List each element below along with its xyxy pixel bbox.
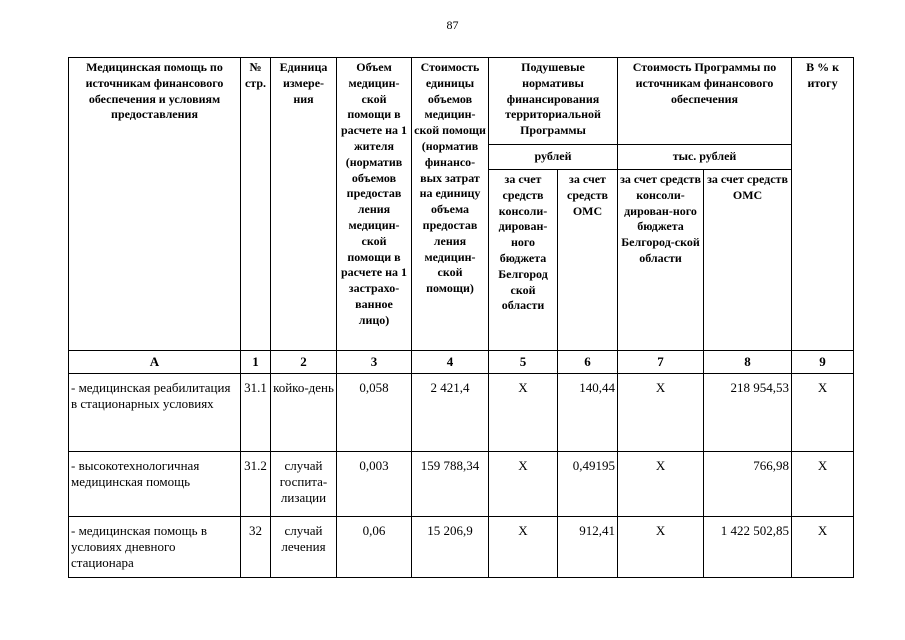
header-budget-program: за счет средств консоли-дирован-ного бюджета Белгород-ской области [618,170,704,351]
cell-oms-per-capita: 140,44 [558,374,618,452]
header-volume: Объем медицин-ской помощи в расчете на 1 жителя (норматив объемов предостав ления медицин-ской помощи в расчете на 1 застрахо-ванное лицо) [337,58,412,351]
table-row [69,517,854,578]
cell-percent-total: Х [792,452,854,517]
cell-oms-per-capita: 912,41 [558,517,618,578]
cell-budget-per-capita: Х [489,452,558,517]
cell-percent-total: Х [792,374,854,452]
header-unit-thousand-rubles: тыс. рублей [618,145,792,170]
cell-service: - медицинская помощь в условиях дневного стационара [69,517,241,578]
cell-volume: 0,06 [337,517,412,578]
cell-oms-program: 218 954,53 [704,374,792,452]
header-budget-per-capita: за счет средств консоли-дирован-ного бюджета Белгород ской области [489,170,558,351]
cell-budget-program: Х [618,374,704,452]
table-row [69,452,854,517]
financing-table [68,57,854,578]
cell-budget-per-capita: Х [489,517,558,578]
cell-service: - высокотехнологичная медицинская помощь [69,452,241,517]
column-index: 2 [271,351,337,374]
column-index: 4 [412,351,489,374]
column-index: 9 [792,351,854,374]
header-per-capita-group: Подушевые нормативы финансирования территориальной Программы [489,58,618,145]
cell-row-number: 31.1 [241,374,271,452]
cell-percent-total: Х [792,517,854,578]
column-index-row [69,351,854,374]
cell-volume: 0,058 [337,374,412,452]
cell-unit-cost: 15 206,9 [412,517,489,578]
cell-oms-program: 766,98 [704,452,792,517]
cell-budget-program: Х [618,517,704,578]
page-number: 87 [446,18,459,32]
header-row-number: № стр. [241,58,271,351]
header-program-cost-group: Стоимость Программы по источникам финансового обеспечения [618,58,792,145]
header-percent-total: В % к итогу [792,58,854,351]
cell-budget-per-capita: Х [489,374,558,452]
column-index: 5 [489,351,558,374]
cell-service: - медицинская реабилитация в стационарных условиях [69,374,241,452]
header-oms-per-capita: за счет средств ОМС [558,170,618,351]
column-index: 1 [241,351,271,374]
header-oms-program: за счет средств ОМС [704,170,792,351]
cell-volume: 0,003 [337,452,412,517]
header-unit: Единица измере-ния [271,58,337,351]
column-index: 8 [704,351,792,374]
header-service: Медицинская помощь по источникам финансового обеспечения и условиям предоставления [69,58,241,351]
column-index: 3 [337,351,412,374]
column-index: 7 [618,351,704,374]
cell-unit-cost: 2 421,4 [412,374,489,452]
cell-unit: койко-день [271,374,337,452]
cell-oms-per-capita: 0,49195 [558,452,618,517]
cell-unit: случай лечения [271,517,337,578]
cell-budget-program: Х [618,452,704,517]
cell-unit: случай госпита-лизации [271,452,337,517]
cell-row-number: 31.2 [241,452,271,517]
column-index: А [69,351,241,374]
cell-oms-program: 1 422 502,85 [704,517,792,578]
cell-row-number: 32 [241,517,271,578]
cell-unit-cost: 159 788,34 [412,452,489,517]
table-row [69,374,854,452]
header-unit-cost: Стоимость единицы объемов медицин-ской помощи (норматив финансо-вых затрат на единицу объема предостав ления медицин-ской помощи) [412,58,489,351]
header-unit-rubles: рублей [489,145,618,170]
column-index: 6 [558,351,618,374]
